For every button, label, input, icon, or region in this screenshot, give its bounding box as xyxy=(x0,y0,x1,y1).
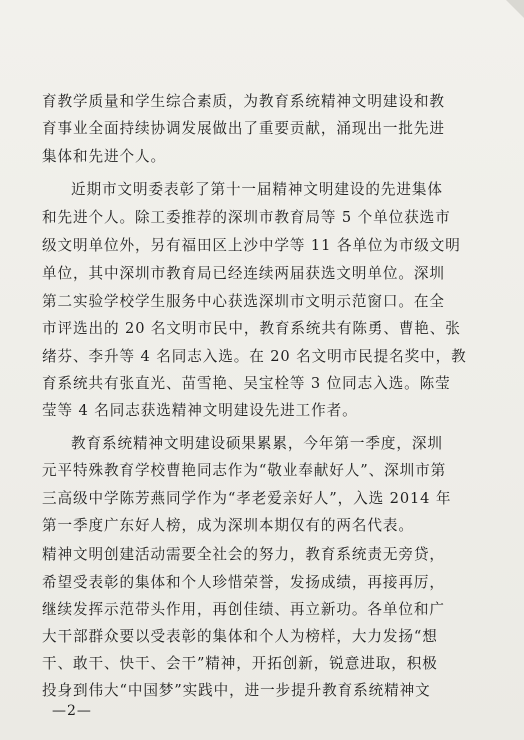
text-line: 育系统共有张直光、苗雪艳、吴宝栓等 3 位同志入选。陈莹 xyxy=(42,375,451,392)
text-line: 育事业全面持续协调发展做出了重要贡献，涌现出一批先进 xyxy=(42,120,445,137)
text-line: 育教学质量和学生综合素质，为教育系统精神文明建设和教 xyxy=(42,93,445,110)
text-line: 希望受表彰的集体和个人珍惜荣誉，发扬成绩，再接再厉， xyxy=(42,574,445,591)
text-line: 市评选出的 20 名文明市民中，教育系统共有陈勇、曹艳、张 xyxy=(42,320,461,337)
text-line: 和先进个人。除工委推荐的深圳市教育局等 5 个单位获选市 xyxy=(42,209,451,226)
page-number: —2— xyxy=(52,703,92,719)
text-line: 第一季度广东好人榜，成为深圳本期仅有的两名代表。 xyxy=(42,517,414,534)
text-line: 大干部群众要以受表彰的集体和个人为榜样，大力发扬“想 xyxy=(42,628,438,645)
text-line: 干、敢干、快干、会干”精神，开拓创新，锐意进取，积极 xyxy=(42,655,438,672)
text-line: 投身到伟大“中国梦”实践中，进一步提升教育系统精神文 xyxy=(42,682,431,699)
text-line: 级文明单位外，另有福田区上沙中学等 11 各单位为市级文明 xyxy=(42,237,461,254)
paragraph-start-line: 近期市文明委表彰了第十一届精神文明建设的先进集体 xyxy=(71,181,443,198)
page-corner-shadow xyxy=(506,0,524,18)
text-line: 莹等 4 名同志获选精神文明建设先进工作者。 xyxy=(42,402,358,419)
text-line: 三高级中学陈芳燕同学作为“孝老爱亲好人”，入选 2014 年 xyxy=(42,490,452,507)
text-line: 继续发挥示范带头作用，再创佳绩、再立新功。各单位和广 xyxy=(42,601,445,618)
text-line: 单位，其中深圳市教育局已经连续两届获选文明单位。深圳 xyxy=(42,265,445,282)
text-line: 元平特殊教育学校曹艳同志作为“敬业奉献好人”、深圳市第 xyxy=(42,462,447,479)
text-line: 集体和先进个人。 xyxy=(42,148,166,165)
paragraph-start-line: 教育系统精神文明建设硕果累累，今年第一季度，深圳 xyxy=(71,435,443,452)
paragraph-start-line: 精神文明创建活动需要全社会的努力，教育系统责无旁贷， xyxy=(42,546,445,563)
text-line: 第二实验学校学生服务中心获选深圳市文明示范窗口。在全 xyxy=(42,293,445,310)
text-line: 绪芬、李升等 4 名同志入选。在 20 名文明市民提名奖中，教 xyxy=(42,348,467,365)
